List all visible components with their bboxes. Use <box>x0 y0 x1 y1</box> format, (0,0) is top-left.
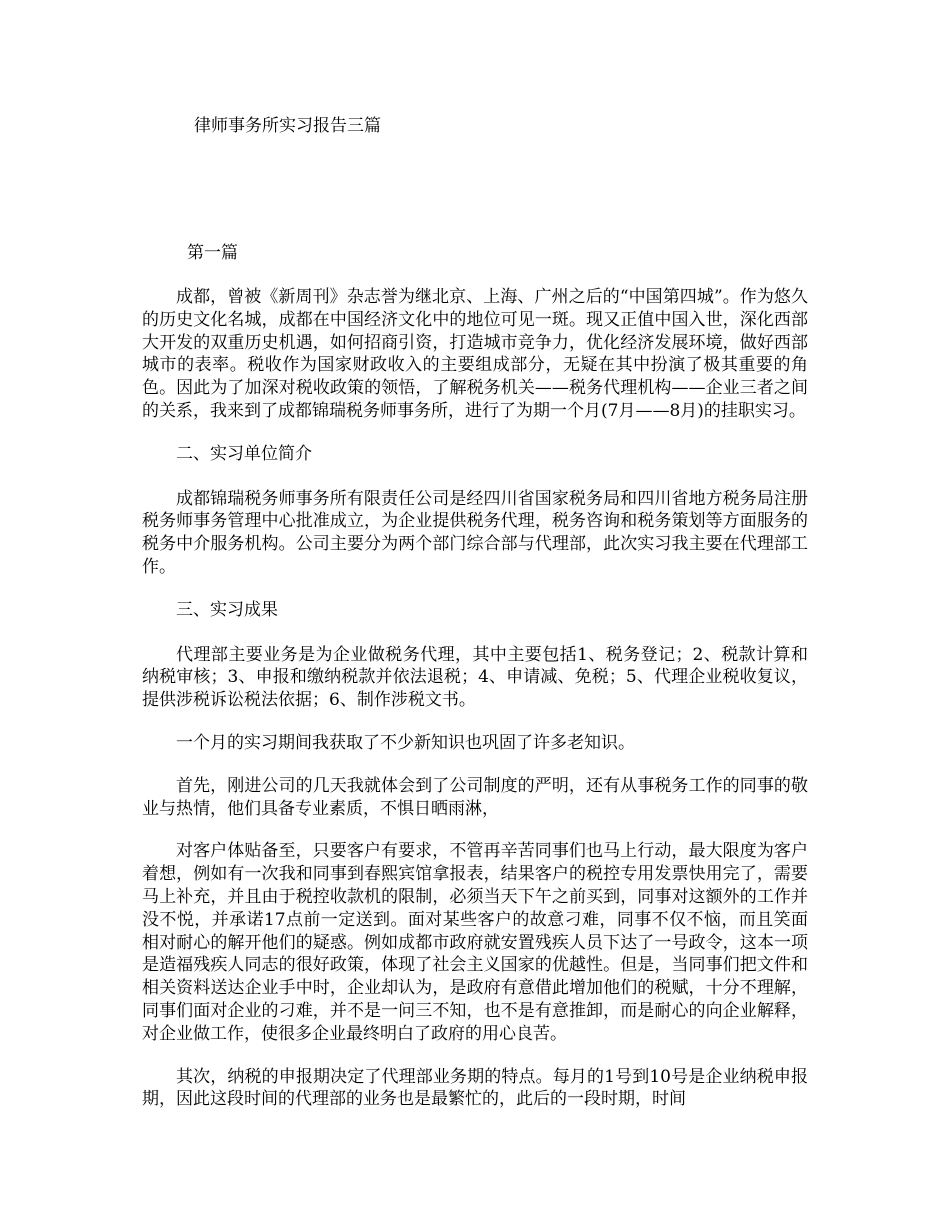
paragraph-first: 首先，刚进公司的几天我就体会到了公司制度的严明，还有从事税务工作的同事的敬业与热情，他们具备专业素质，不惧日晒雨淋， <box>142 775 808 819</box>
paragraph-agency-business: 代理部主要业务是为企业做税务代理，其中主要包括1、税务登记；2、税款计算和纳税审核；3、申报和缴纳税款并依法退税；4、申请减、免税；5、代理企业税收复议，提供涉税诉讼税法依据；6、制作涉税文书。 <box>142 644 808 711</box>
section-heading-unit-intro: 二、实习单位简介 <box>176 443 312 464</box>
document-body <box>142 286 808 1131</box>
paragraph-intro: 成都，曾被《新周刊》杂志誉为继北京、上海、广州之后的“中国第四城”。作为悠久的历史文化名城，成都在中国经济文化中的地位可见一斑。现又正值中国入世，深化西部大开发的双重历史机遇，如何招商引资，打造城市竞争力，优化经济发展环境，做好西部城市的表率。税收作为国家财政收入的主要组成部分，无疑在其中扮演了极其重要的角色。因此为了加深对税收政策的领悟，了解税务机关——税务代理机构——企业三者之间的关系，我来到了成都锦瑞税务师事务所，进行了为期一个月(7月——8月)的挂职实习。 <box>142 287 808 421</box>
paragraph-knowledge: 一个月的实习期间我获取了不少新知识也巩固了许多老知识。 <box>176 732 635 753</box>
paragraph-unit-intro: 成都锦瑞税务师事务所有限责任公司是经四川省国家税务局和四川省地方税务局注册税务师事务管理中心批准成立，为企业提供税务代理，税务咨询和税务策划等方面服务的税务中介服务机构。公司主要分为两个部门综合部与代理部，此次实习我主要在代理部工作。 <box>142 488 808 577</box>
paragraph-second: 其次，纳税的申报期决定了代理部业务期的特点。每月的1号到10号是企业纳税申报期，因此这段时间的代理部的业务也是最繁忙的，此后的一段时期，时间 <box>142 1066 808 1110</box>
document-title: 律师事务所实习报告三篇 <box>194 116 381 136</box>
paragraph-customer-service: 对客户体贴备至，只要客户有要求，不管再辛苦同事们也马上行动，最大限度为客户着想，例如有一次我和同事到春熙宾馆拿报表，结果客户的税控专用发票快用完了，需要马上补充，并且由于税控收款机的限制，必须当天下午之前买到，同事对这额外的工作并没不悦，并承诺17点前一定送到。面对某些客户的故意刁难，同事不仅不恼，而且笑面相对耐心的解开他们的疑惑。例如成都市政府就安置残疾人员下达了一号政令，这本一项是造福残疾人同志的很好政策，体现了社会主义国家的优越性。但是，当同事们把文件和相关资料送达企业手中时，企业却认为，是政府有意借此增加他们的税赋，十分不理解，同事们面对企业的刁难，并不是一问三不知，也不是有意推卸，而是耐心的向企业解释，对企业做工作，使很多企业最终明白了政府的用心良苦。 <box>142 841 808 1044</box>
section-label: 第一篇 <box>187 243 238 263</box>
section-heading-results: 三、实习成果 <box>176 599 278 620</box>
